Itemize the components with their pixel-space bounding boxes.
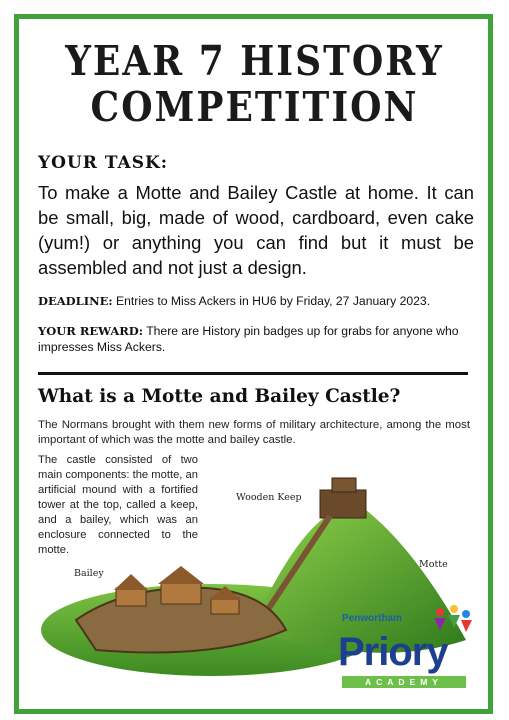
bailey-hall-roof bbox=[158, 566, 204, 584]
task-body: To make a Motte and Bailey Castle at home. It can be small, big, made of wood, cardboard, even cake (yum!) or anything you can find but it must be assembled and not just a design. bbox=[38, 182, 474, 278]
deadline bbox=[38, 293, 474, 309]
info-description: The castle consisted of two main components: the motte, an artificial mound with a fortified tower at the top, called a keep, and a bailey, which was an enclosure connected to the motte. bbox=[38, 454, 198, 556]
task-heading: YOUR TASK: bbox=[38, 153, 169, 173]
logo-main-text: Priory bbox=[338, 630, 448, 674]
title-line-1: YEAR 7 HISTORY bbox=[65, 36, 444, 86]
deadline-text: Entries to Miss Ackers in HU6 by Friday, 27 January 2023. bbox=[116, 294, 431, 308]
title-line-2: COMPETITION bbox=[90, 82, 419, 132]
bailey-roof bbox=[114, 574, 148, 590]
label-wooden-keep: Wooden Keep bbox=[236, 492, 302, 503]
reward bbox=[38, 323, 474, 355]
deadline-label: DEADLINE: bbox=[38, 294, 113, 308]
bailey-hut bbox=[211, 598, 239, 614]
info-heading: What is a Motte and Bailey Castle? bbox=[38, 386, 401, 407]
reward-label: YOUR REWARD: bbox=[38, 324, 144, 338]
label-bailey: Bailey bbox=[74, 568, 104, 579]
school-logo bbox=[336, 604, 476, 696]
label-motte: Motte bbox=[419, 559, 448, 570]
section-divider bbox=[38, 372, 468, 375]
bailey-building bbox=[116, 588, 146, 606]
bailey-hall bbox=[161, 582, 201, 604]
info-intro: The Normans brought with them new forms of military architecture, among the most important of which was the motte and bailey castle. bbox=[38, 419, 470, 446]
keep-tower bbox=[332, 478, 356, 492]
wooden-keep bbox=[320, 490, 366, 518]
logo-sub-text: ACADEMY bbox=[342, 676, 466, 688]
reward-text: There are History pin badges up for grabs for anyone who impresses Miss Ackers. bbox=[38, 324, 459, 354]
logo-top-text: Penwortham bbox=[342, 613, 403, 624]
